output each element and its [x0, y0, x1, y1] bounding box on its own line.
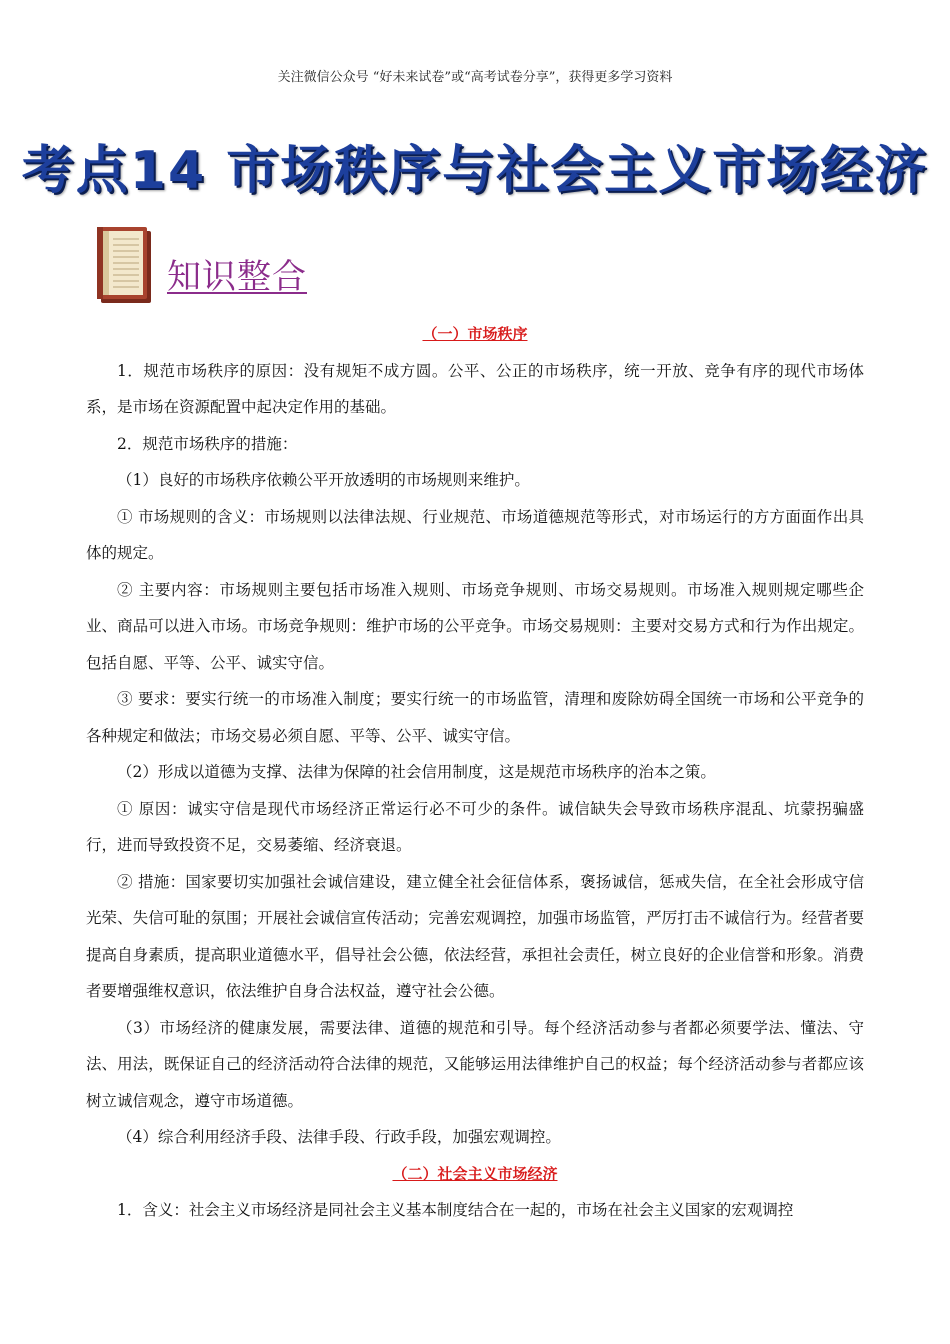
paragraph: 1．含义：社会主义市场经济是同社会主义基本制度结合在一起的，市场在社会主义国家的宏观调控	[117, 1201, 794, 1219]
paragraph: ② 措施：国家要切实加强社会诚信建设，建立健全社会征信体系，褒扬诚信，惩戒失信，在全社会形成守信光荣、失信可耻的氛围；开展社会诚信宣传活动；完善宏观调控，加强市场监管，严厉打击不诚信行为。经营者要提高自身素质，提高职业道德水平，倡导社会公德，依法经营，承担社会责任，树立良好的企业信誉和形象。消费者要增强维权意识，依法维护自身合法权益，遵守社会公德。	[86, 872, 864, 1000]
paragraph: （3）市场经济的健康发展，需要法律、道德的规范和引导。每个经济活动参与者都必须要学法、懂法、守法、用法，既保证自己的经济活动符合法律的规范，又能够运用法律维护自己的权益；每个经济活动参与者都应该树立诚信观念，遵守市场道德。	[86, 1018, 864, 1110]
paragraph: 2．规范市场秩序的措施：	[117, 434, 298, 453]
section-heading-socialist-market-economy: （二）社会主义市场经济	[392, 1164, 558, 1183]
paragraph: 1．规范市场秩序的原因：没有规矩不成方圆。公平、公正的市场秩序，统一开放、竞争有序的现代市场体系，是市场在资源配置中起决定作用的基础。	[86, 361, 864, 416]
paragraph: ② 主要内容：市场规则主要包括市场准入规则、市场竞争规则、市场交易规则。市场准入规则规定哪些企业、商品可以进入市场。市场竞争规则：维护市场的公平竞争。市场交易规则：主要对交易方式和行为作出规定。包括自愿、平等、公平、诚实守信。	[86, 580, 864, 672]
knowledge-banner	[95, 225, 335, 310]
paragraph: （1）良好的市场秩序依赖公平开放透明的市场规则来维护。	[117, 471, 530, 489]
paragraph: （2）形成以道德为支撑、法律为保障的社会信用制度，这是规范市场秩序的治本之策。	[117, 763, 716, 781]
section-heading-market-order: （一）市场秩序	[422, 325, 528, 343]
book-icon	[95, 225, 157, 307]
paragraph: ① 原因：诚实守信是现代市场经济正常运行必不可少的条件。诚信缺失会导致市场秩序混乱、坑蒙拐骗盛行，进而导致投资不足，交易萎缩、经济衰退。	[86, 799, 864, 854]
paragraph: （4）综合利用经济手段、法律手段、行政手段，加强宏观调控。	[117, 1128, 561, 1146]
paragraph: ① 市场规则的含义：市场规则以法律法规、行业规范、市场道德规范等形式，对市场运行的方方面面作出具体的规定。	[86, 507, 864, 562]
paragraph: ③ 要求：要实行统一的市场准入制度；要实行统一的市场监管，清理和废除妨碍全国统一市场和公平竞争的各种规定和做法；市场交易必须自愿、平等、公平、诚实守信。	[86, 690, 864, 745]
banner-label: 知识整合	[167, 257, 307, 297]
page-title: 考点14 市场秩序与社会主义市场经济	[21, 141, 929, 201]
content-body	[86, 316, 864, 1229]
header-note: 关注微信公众号 “好未来试卷”或“高考试卷分享”，获得更多学习资料	[277, 70, 673, 85]
